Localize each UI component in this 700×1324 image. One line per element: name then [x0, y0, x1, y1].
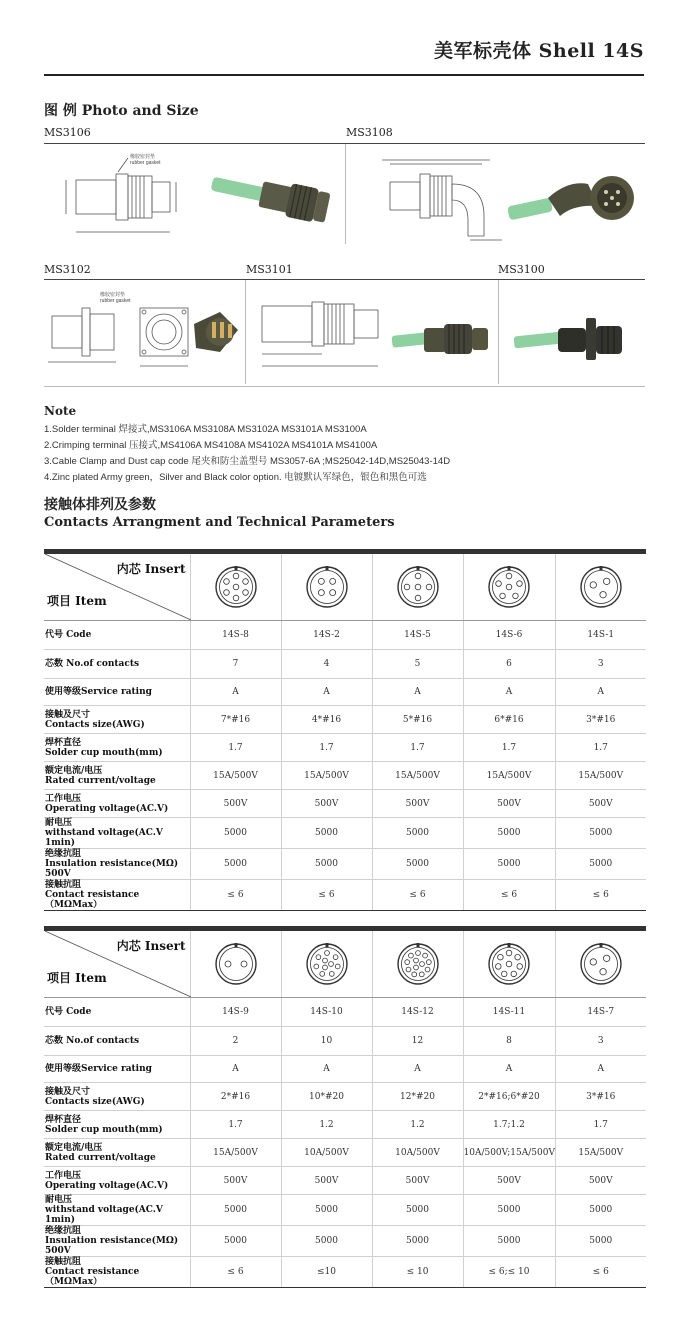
contact-pin: [233, 573, 239, 579]
table-row: [44, 1056, 646, 1083]
table-cell: 2: [190, 1027, 281, 1056]
row-label-text: 芯数 No.of contacts: [45, 1036, 140, 1046]
row-label-text: withstand voltage(AC.V 1min): [45, 1205, 163, 1225]
row-label-text: 耐电压: [45, 1195, 73, 1205]
ms3106-connector-photo: [210, 160, 340, 240]
row-label-text: 接触抗阻: [45, 1257, 82, 1267]
table-cell: 14S-11: [463, 998, 555, 1027]
contact-pin: [324, 951, 329, 956]
table-cell: 15A/500V: [463, 762, 555, 790]
table-cell: 500V: [190, 790, 281, 818]
table-cell: 14S-12: [372, 998, 463, 1027]
insert-pin-layout-icon: [578, 941, 624, 987]
contact-pin: [322, 958, 327, 963]
contact-pin: [241, 961, 247, 967]
table-cell: 5000: [190, 849, 281, 880]
table-cell: 5000: [372, 849, 463, 880]
table-cell: A: [372, 1056, 463, 1083]
table-cell: 500V: [372, 1167, 463, 1195]
table-cell: 1.7: [190, 734, 281, 762]
contact-pin: [506, 573, 512, 579]
row-label-text: Rated current/voltage: [45, 775, 156, 786]
row-label-cell: [44, 818, 190, 849]
table-cell: 1.7: [555, 1111, 646, 1139]
insert-diagram-cell: [372, 554, 463, 621]
table-cell: ≤ 6;≤ 10: [463, 1257, 555, 1288]
contact-pin: [426, 584, 432, 590]
table-cell: 10A/500V: [281, 1139, 372, 1167]
model-label-ms3108: MS3108: [346, 126, 393, 139]
table-cell: 5000: [281, 1195, 372, 1226]
contact-pin: [517, 581, 523, 587]
gasket-label-en-2: rubber gasket: [100, 298, 131, 304]
model-label-ms3106: MS3106: [44, 126, 91, 139]
row-label-cell: [44, 790, 190, 818]
table-cell: 500V: [281, 790, 372, 818]
row-label-text: 焊杯直径: [45, 737, 82, 748]
row-label-text: 使用等级Service rating: [45, 687, 152, 697]
contact-pin: [242, 579, 248, 585]
table-cell: 14S-6: [463, 621, 555, 650]
row-label-cell: [44, 1195, 190, 1226]
model-label-ms3101: MS3101: [246, 263, 293, 276]
table-row: [44, 1111, 646, 1139]
insert-diagram-cell: [190, 931, 281, 998]
contact-pin: [498, 954, 504, 960]
table-cell: 5: [372, 650, 463, 679]
table-row: [44, 762, 646, 790]
table-cell: 500V: [555, 1167, 646, 1195]
table-cell: 1.2: [281, 1111, 372, 1139]
row-label-cell: [44, 880, 190, 911]
insert-pin-layout-icon: [304, 941, 350, 987]
contacts-table-2: [44, 931, 646, 1288]
page-title: 美军标壳体 Shell 14S: [434, 40, 644, 62]
table-cell: 14S-7: [555, 998, 646, 1027]
table-cell: A: [463, 1056, 555, 1083]
table-cell: 14S-1: [555, 621, 646, 650]
table-cell: 1.2: [372, 1111, 463, 1139]
note-title: Note: [44, 404, 77, 418]
row-label-cell: [44, 621, 190, 650]
contact-pin: [329, 578, 335, 584]
table-cell: ≤ 6: [190, 1257, 281, 1288]
table-cell: ≤ 6: [555, 1257, 646, 1288]
gasket-label-cn: 橡胶密封垫: [130, 154, 156, 160]
row-label-cell: [44, 734, 190, 762]
row-label-text: 接触及尺寸: [45, 709, 91, 720]
contact-pin: [415, 584, 421, 590]
row-label-text: 工作电压: [45, 793, 82, 804]
row-label-cell: [44, 1226, 190, 1257]
table-row: [44, 706, 646, 734]
table-row: [44, 1083, 646, 1111]
table-cell: 6*#16: [463, 706, 555, 734]
contact-pin: [415, 595, 421, 601]
table-cell: 10*#20: [281, 1083, 372, 1111]
table-row: [44, 734, 646, 762]
row-label-cell: [44, 1056, 190, 1083]
table-cell: 3: [555, 1027, 646, 1056]
contact-pin: [318, 590, 324, 596]
contact-pin: [500, 593, 506, 599]
row-label-text: Contact resistance（MΩMax）: [45, 890, 140, 910]
contact-pin: [590, 959, 596, 965]
contact-pin: [408, 953, 413, 958]
table-row: [44, 880, 646, 911]
table-cell: 5000: [463, 818, 555, 849]
contact-pin: [506, 961, 512, 967]
table-cell: 5000: [372, 1226, 463, 1257]
title-divider: [44, 74, 644, 76]
row-label-cell: [44, 1111, 190, 1139]
table-cell: 5000: [281, 1226, 372, 1257]
insert-pin-layout-icon: [213, 941, 259, 987]
insert-pin-layout-icon: [304, 564, 350, 610]
model-label-ms3102: MS3102: [44, 263, 91, 276]
insert-diagram-cell: [555, 931, 646, 998]
table-cell: 5000: [555, 1226, 646, 1257]
table-row: [44, 998, 646, 1027]
table-cell: 5000: [555, 1195, 646, 1226]
contact-pin: [506, 950, 512, 956]
table-row: [44, 1139, 646, 1167]
table-row: [44, 1226, 646, 1257]
table-cell: 5000: [281, 849, 372, 880]
table-row: [44, 650, 646, 679]
table-cell: 8: [463, 1027, 555, 1056]
table-cell: 10A/500V: [372, 1139, 463, 1167]
photo-row2-rule: [44, 279, 645, 280]
contact-pin: [590, 582, 596, 588]
row-label-text: 绝缘抗阻: [45, 849, 82, 859]
table-cell: ≤ 6: [281, 880, 372, 911]
row-label-text: Contacts size(AWG): [45, 1096, 145, 1107]
table-cell: 1.7: [555, 734, 646, 762]
table-cell: 5000: [190, 1195, 281, 1226]
row-label-text: 额定电流/电压: [45, 765, 103, 776]
insert-diagram-cell: [555, 554, 646, 621]
contact-pin: [603, 955, 609, 961]
note-line: 1.Solder terminal 焊接式,MS3106A MS3108A MS3102A MS3101A MS3100A: [44, 424, 367, 435]
row-label-text: Insulation resistance(MΩ) 500V: [45, 859, 179, 879]
contacts-heading-cn: 接触体排列及参数: [44, 497, 156, 513]
contact-pin: [600, 969, 606, 975]
contact-pin: [223, 590, 229, 596]
ms3100-connector-photo: [514, 312, 634, 368]
table-cell: 15A/500V: [190, 762, 281, 790]
table-cell: 3*#16: [555, 1083, 646, 1111]
contact-pin: [600, 592, 606, 598]
contact-pin: [406, 967, 411, 972]
table-cell: 2*#16;6*#20: [463, 1083, 555, 1111]
table-cell: A: [281, 679, 372, 706]
contacts-heading-en: Contacts Arrangment and Technical Parameters: [44, 515, 395, 530]
item-row-label: 项目 Item: [47, 594, 107, 608]
insert-pin-layout-icon: [395, 941, 441, 987]
note-line: 3.Cable Clamp and Dust cap code 尾夹和防尘盖型号 MS3057-6A ;MS25042-14D,MS25043-14D: [44, 456, 451, 467]
row-label-cell: [44, 1139, 190, 1167]
contact-pin: [419, 962, 424, 967]
row-label-text: 绝缘抗阻: [45, 1226, 82, 1236]
table-row: [44, 849, 646, 880]
insert-pin-layout-icon: [486, 941, 532, 987]
table-cell: 7: [190, 650, 281, 679]
row-label-text: Operating voltage(AC.V): [45, 803, 169, 814]
row-label-cell: [44, 849, 190, 880]
row-label-text: Solder cup mouth(mm): [45, 1124, 163, 1135]
row-label-cell: [44, 679, 190, 706]
contact-pin: [415, 573, 421, 579]
photo-row2-divider-2: [498, 280, 499, 384]
table-cell: 15A/500V: [190, 1139, 281, 1167]
table-cell: 14S-5: [372, 621, 463, 650]
table-cell: 5000: [555, 818, 646, 849]
table-header-row: [44, 931, 646, 998]
contact-pin: [322, 965, 327, 970]
contact-pin: [242, 590, 248, 596]
row-label-text: 代号 Code: [45, 1007, 92, 1017]
table-cell: A: [190, 679, 281, 706]
row-label-text: 焊杯直径: [45, 1114, 82, 1125]
contact-pin: [225, 961, 231, 967]
ms3101-connector-photo: [392, 314, 496, 364]
table-cell: 12*#20: [372, 1083, 463, 1111]
contact-pin: [328, 962, 333, 967]
table-row: [44, 1257, 646, 1288]
row-label-cell: [44, 1083, 190, 1111]
table-cell: 5000: [190, 1226, 281, 1257]
insert-diagram-cell: [281, 554, 372, 621]
table-cell: 500V: [281, 1167, 372, 1195]
table-cell: ≤ 6: [555, 880, 646, 911]
contact-pin: [501, 971, 507, 977]
note-line: 2.Crimping terminal 压接式,MS4106A MS4108A MS4102A MS4101A MS4100A: [44, 440, 378, 451]
insert-diagram-cell: [281, 931, 372, 998]
contact-pin: [413, 965, 418, 970]
table-cell: 1.7: [281, 734, 372, 762]
row-label-text: Contacts size(AWG): [45, 719, 145, 730]
table-row: [44, 1167, 646, 1195]
contact-pin: [515, 954, 521, 960]
table-corner-cell: [44, 931, 190, 998]
table-row: [44, 790, 646, 818]
table-cell: 15A/500V: [555, 1139, 646, 1167]
table-cell: 5000: [372, 818, 463, 849]
contact-pin: [313, 964, 318, 969]
table-cell: 5000: [463, 849, 555, 880]
row-label-cell: [44, 998, 190, 1027]
contact-pin: [415, 951, 420, 956]
row-label-cell: [44, 1167, 190, 1195]
contact-pin: [329, 972, 334, 977]
contacts-table-1: [44, 554, 646, 911]
contact-pin: [335, 964, 340, 969]
table-cell: 14S-2: [281, 621, 372, 650]
contact-pin: [496, 581, 502, 587]
photo-bottom-rule: [44, 386, 645, 387]
table-cell: 500V: [372, 790, 463, 818]
table-cell: 500V: [463, 1167, 555, 1195]
insert-diagram-cell: [372, 931, 463, 998]
table-cell: 5000: [463, 1226, 555, 1257]
contact-pin: [233, 595, 239, 601]
row-label-text: 额定电流/电压: [45, 1142, 103, 1153]
table-cell: 15A/500V: [555, 762, 646, 790]
ms3108-connector-photo: [508, 158, 644, 242]
contact-pin: [319, 972, 324, 977]
row-label-cell: [44, 762, 190, 790]
ms3106-dimension-drawing: [56, 150, 196, 242]
table-cell: 5000: [372, 1195, 463, 1226]
photo-row2-divider-1: [245, 280, 246, 384]
contact-pin: [223, 579, 229, 585]
table-cell: 1.7: [190, 1111, 281, 1139]
table-cell: A: [555, 679, 646, 706]
ms3102-dimension-drawing: [44, 286, 240, 378]
contact-pin: [425, 967, 430, 972]
table-row: [44, 818, 646, 849]
table-cell: A: [555, 1056, 646, 1083]
contact-pin: [413, 958, 418, 963]
table-cell: 14S-8: [190, 621, 281, 650]
note-line: 4.Zinc plated Army green，Silver and Black color option. 电镀默认军绿色，银色和黑色可选: [44, 472, 427, 483]
table-cell: 5000: [555, 849, 646, 880]
table-row: [44, 679, 646, 706]
row-label-text: 接触抗阻: [45, 880, 82, 890]
row-label-text: Insulation resistance(MΩ) 500V: [45, 1236, 179, 1256]
table-row: [44, 1195, 646, 1226]
contact-pin: [603, 578, 609, 584]
table-cell: 5*#16: [372, 706, 463, 734]
insert-column-label: 内芯 Insert: [116, 939, 186, 953]
table-cell: 14S-9: [190, 998, 281, 1027]
table-cell: 1.7: [372, 734, 463, 762]
table-cell: 3: [555, 650, 646, 679]
insert-column-label: 内芯 Insert: [116, 562, 186, 576]
table-cell: 4: [281, 650, 372, 679]
insert-pin-layout-icon: [395, 564, 441, 610]
insert-pin-layout-icon: [578, 564, 624, 610]
table-cell: 500V: [555, 790, 646, 818]
table-row: [44, 621, 646, 650]
table-cell: A: [281, 1056, 372, 1083]
table-cell: ≤ 6: [190, 880, 281, 911]
table-cell: 15A/500V: [372, 762, 463, 790]
table-header-row: [44, 554, 646, 621]
row-label-text: 芯数 No.of contacts: [45, 659, 140, 669]
table-cell: ≤ 6: [372, 880, 463, 911]
contact-pin: [506, 584, 512, 590]
contact-pin: [404, 960, 409, 965]
row-label-text: 工作电压: [45, 1170, 82, 1181]
row-label-text: 接触及尺寸: [45, 1086, 91, 1097]
contact-pin: [422, 953, 427, 958]
model-label-ms3100: MS3100: [498, 263, 545, 276]
row-label-text: 使用等级Service rating: [45, 1064, 152, 1074]
table-cell: 5000: [190, 818, 281, 849]
table-cell: 12: [372, 1027, 463, 1056]
item-row-label: 项目 Item: [47, 971, 107, 985]
table-cell: 15A/500V: [281, 762, 372, 790]
contact-pin: [315, 955, 320, 960]
row-label-text: withstand voltage(AC.V 1min): [45, 828, 163, 848]
table-cell: ≤10: [281, 1257, 372, 1288]
contact-pin: [329, 590, 335, 596]
contact-pin: [318, 578, 324, 584]
table-row: [44, 1027, 646, 1056]
insert-diagram-cell: [190, 554, 281, 621]
table-cell: 500V: [463, 790, 555, 818]
row-label-text: 耐电压: [45, 818, 73, 828]
contact-pin: [233, 584, 239, 590]
photo-size-heading: 图 例 Photo and Size: [44, 103, 199, 119]
ms3101-dimension-drawing: [252, 288, 392, 378]
photo-row1-divider: [345, 144, 346, 244]
table-cell: 1.7: [463, 734, 555, 762]
table-cell: 5000: [463, 1195, 555, 1226]
row-label-cell: [44, 1257, 190, 1288]
table-cell: ≤ 10: [372, 1257, 463, 1288]
insert-pin-layout-icon: [213, 564, 259, 610]
row-label-cell: [44, 1027, 190, 1056]
table-corner-cell: [44, 554, 190, 621]
table-cell: 500V: [190, 1167, 281, 1195]
contact-pin: [419, 972, 424, 977]
table-cell: 5000: [281, 818, 372, 849]
row-label-cell: [44, 650, 190, 679]
table-cell: ≤ 6: [463, 880, 555, 911]
contact-pin: [426, 960, 431, 965]
contact-pin: [517, 964, 523, 970]
table-cell: 3*#16: [555, 706, 646, 734]
table-cell: A: [372, 679, 463, 706]
table-cell: 4*#16: [281, 706, 372, 734]
gasket-label-cn-2: 橡胶密封垫: [100, 292, 126, 298]
gasket-label-en: rubber gasket: [130, 160, 161, 166]
table-cell: 10A/500V;15A/500V: [463, 1139, 555, 1167]
row-label-text: Operating voltage(AC.V): [45, 1180, 169, 1191]
contact-pin: [411, 972, 416, 977]
insert-pin-layout-icon: [486, 564, 532, 610]
contact-pin: [333, 955, 338, 960]
row-label-text: Contact resistance（MΩMax）: [45, 1267, 140, 1287]
contact-pin: [511, 971, 517, 977]
insert-diagram-cell: [463, 554, 555, 621]
table-cell: 2*#16: [190, 1083, 281, 1111]
table-cell: 7*#16: [190, 706, 281, 734]
contact-pin: [404, 584, 410, 590]
insert-diagram-cell: [463, 931, 555, 998]
table-cell: A: [463, 679, 555, 706]
table-cell: A: [190, 1056, 281, 1083]
table-cell: 14S-10: [281, 998, 372, 1027]
contact-pin: [513, 593, 519, 599]
table-cell: 1.7;1.2: [463, 1111, 555, 1139]
contact-pin: [495, 964, 501, 970]
row-label-text: 代号 Code: [45, 630, 92, 640]
table-cell: 6: [463, 650, 555, 679]
table-cell: 10: [281, 1027, 372, 1056]
row-label-text: Rated current/voltage: [45, 1152, 156, 1163]
ms3108-dimension-drawing: [372, 150, 512, 242]
row-label-cell: [44, 706, 190, 734]
row-label-text: Solder cup mouth(mm): [45, 747, 163, 758]
